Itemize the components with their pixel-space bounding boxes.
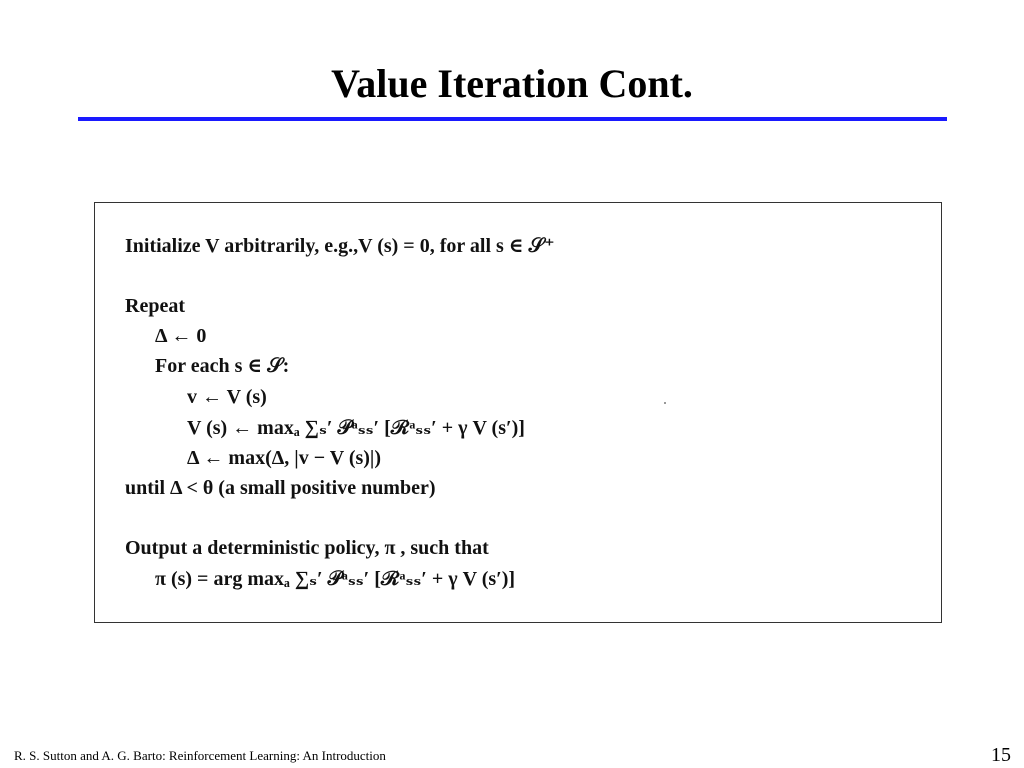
scan-artifact-dot: [664, 402, 666, 404]
algorithm-until-line: until Δ < θ (a small positive number): [125, 477, 436, 499]
algorithm-bellman-update-line: V (s) ← maxₐ ∑ₛ′ 𝒫ᵃₛₛ′ [ℛᵃₛₛ′ + γ V (s′)]: [187, 417, 525, 439]
algorithm-init-line: Initialize V arbitrarily, e.g.,V (s) = 0, for all s ∈ 𝒮⁺: [125, 235, 555, 257]
algorithm-v-assign-line: v ← V (s): [187, 386, 267, 408]
algorithm-delta-reset-line: Δ ← 0: [155, 325, 207, 347]
algorithm-for-each-line: For each s ∈ 𝒮:: [155, 355, 290, 377]
algorithm-box: [94, 202, 942, 623]
slide-title: Value Iteration Cont.: [331, 61, 693, 106]
page-number: 15: [991, 744, 1011, 766]
title-underline: [78, 117, 947, 121]
algorithm-repeat-line: Repeat: [125, 295, 185, 317]
footer-credit: R. S. Sutton and A. G. Barto: Reinforcement Learning: An Introduction: [14, 748, 386, 763]
algorithm-delta-update-line: Δ ← max(Δ, |v − V (s)|): [187, 447, 381, 469]
algorithm-output-line: Output a deterministic policy, π , such that: [125, 537, 489, 559]
algorithm-policy-line: π (s) = arg maxₐ ∑ₛ′ 𝒫ᵃₛₛ′ [ℛᵃₛₛ′ + γ V (s′)]: [155, 568, 516, 590]
